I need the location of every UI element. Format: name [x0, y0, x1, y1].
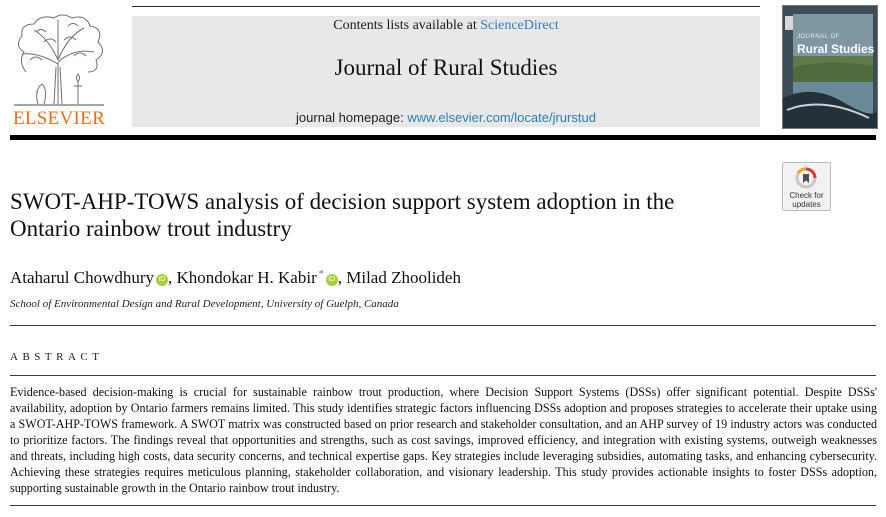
abstract-text: Evidence-based decision-making is crucial for sustainable rainbow trout production, where Decision Support Systems (DSSs) offer significant potential. Despite DSSs' availability, adoption by Ontario farmers remains limited. This study identifies strategic factors influencing DSSs adoption and proposes strategies to accelerate their uptake using a SWOT-AHP-TOWS framework. A SWOT matrix was constructed based on prior research and stakeholder consultation, and an AHP survey of 19 industry actors was conducted to prioritize factors. The findings reveal that opportunities and strengths, such as cost savings, improved efficiency, and integration with existing systems, outweigh weaknesses and threats, including high costs, data security concerns, and technical expertise gaps. Key strategies include leveraging subsidies, automating tasks, and enhancing cybersecurity. Achieving these strategies requires meticulous planning, stakeholder collaboration, and visionary leadership. This study provides actionable insights to foster DSSs adoption, supporting sustainable growth in the Ontario rainbow trout industry.: [10, 385, 877, 495]
corresponding-author-marker[interactable]: *: [318, 269, 324, 280]
orcid-icon[interactable]: iD: [326, 274, 338, 286]
journal-homepage-link[interactable]: www.elsevier.com/locate/jrurstud: [407, 110, 596, 125]
author-name[interactable]: Ataharul Chowdhury: [10, 268, 155, 287]
journal-cover-image[interactable]: [782, 5, 878, 129]
author-list: [10, 264, 770, 289]
author-separator: ,: [168, 268, 177, 287]
publisher-name: ELSEVIER: [12, 108, 106, 129]
contents-prefix: Contents lists available at: [333, 18, 481, 33]
author-separator: ,: [337, 268, 347, 287]
cover-landscape: [783, 6, 877, 128]
check-for-updates-label: [783, 191, 830, 209]
masthead-top-rule: [132, 6, 760, 7]
author-affiliation: School of Environmental Design and Rural Development, University of Guelph, Canada: [10, 298, 399, 310]
check-for-updates-button[interactable]: [782, 162, 831, 211]
elsevier-tree-icon: [8, 12, 110, 108]
author-name[interactable]: Khondokar H. Kabir: [176, 268, 317, 287]
author-name[interactable]: Milad Zhoolideh: [346, 268, 461, 287]
abstract-bottom-rule: [10, 505, 876, 506]
article-title: SWOT-AHP-TOWS analysis of decision support system adoption in the Ontario rainbow trout industry: [10, 189, 675, 241]
abstract-rule: [10, 375, 876, 376]
header-rule: [10, 135, 876, 140]
check-updates-line1: Check for: [789, 191, 824, 200]
homepage-prefix: journal homepage:: [296, 110, 408, 125]
journal-masthead: [132, 16, 760, 127]
orcid-icon[interactable]: iD: [156, 274, 168, 286]
contents-line: [132, 18, 760, 34]
homepage-line: [132, 110, 760, 126]
check-updates-line2: updates: [792, 200, 821, 209]
check-for-updates-icon: [795, 167, 817, 189]
cover-small-title: JOURNAL OF: [797, 34, 840, 40]
section-rule: [10, 325, 876, 326]
abstract-heading: ABSTRACT: [10, 351, 104, 363]
sciencedirect-link[interactable]: ScienceDirect: [480, 18, 559, 33]
journal-title: Journal of Rural Studies: [334, 55, 558, 80]
cover-large-title: Rural Studies: [797, 42, 875, 56]
publisher-logo[interactable]: [8, 12, 110, 128]
